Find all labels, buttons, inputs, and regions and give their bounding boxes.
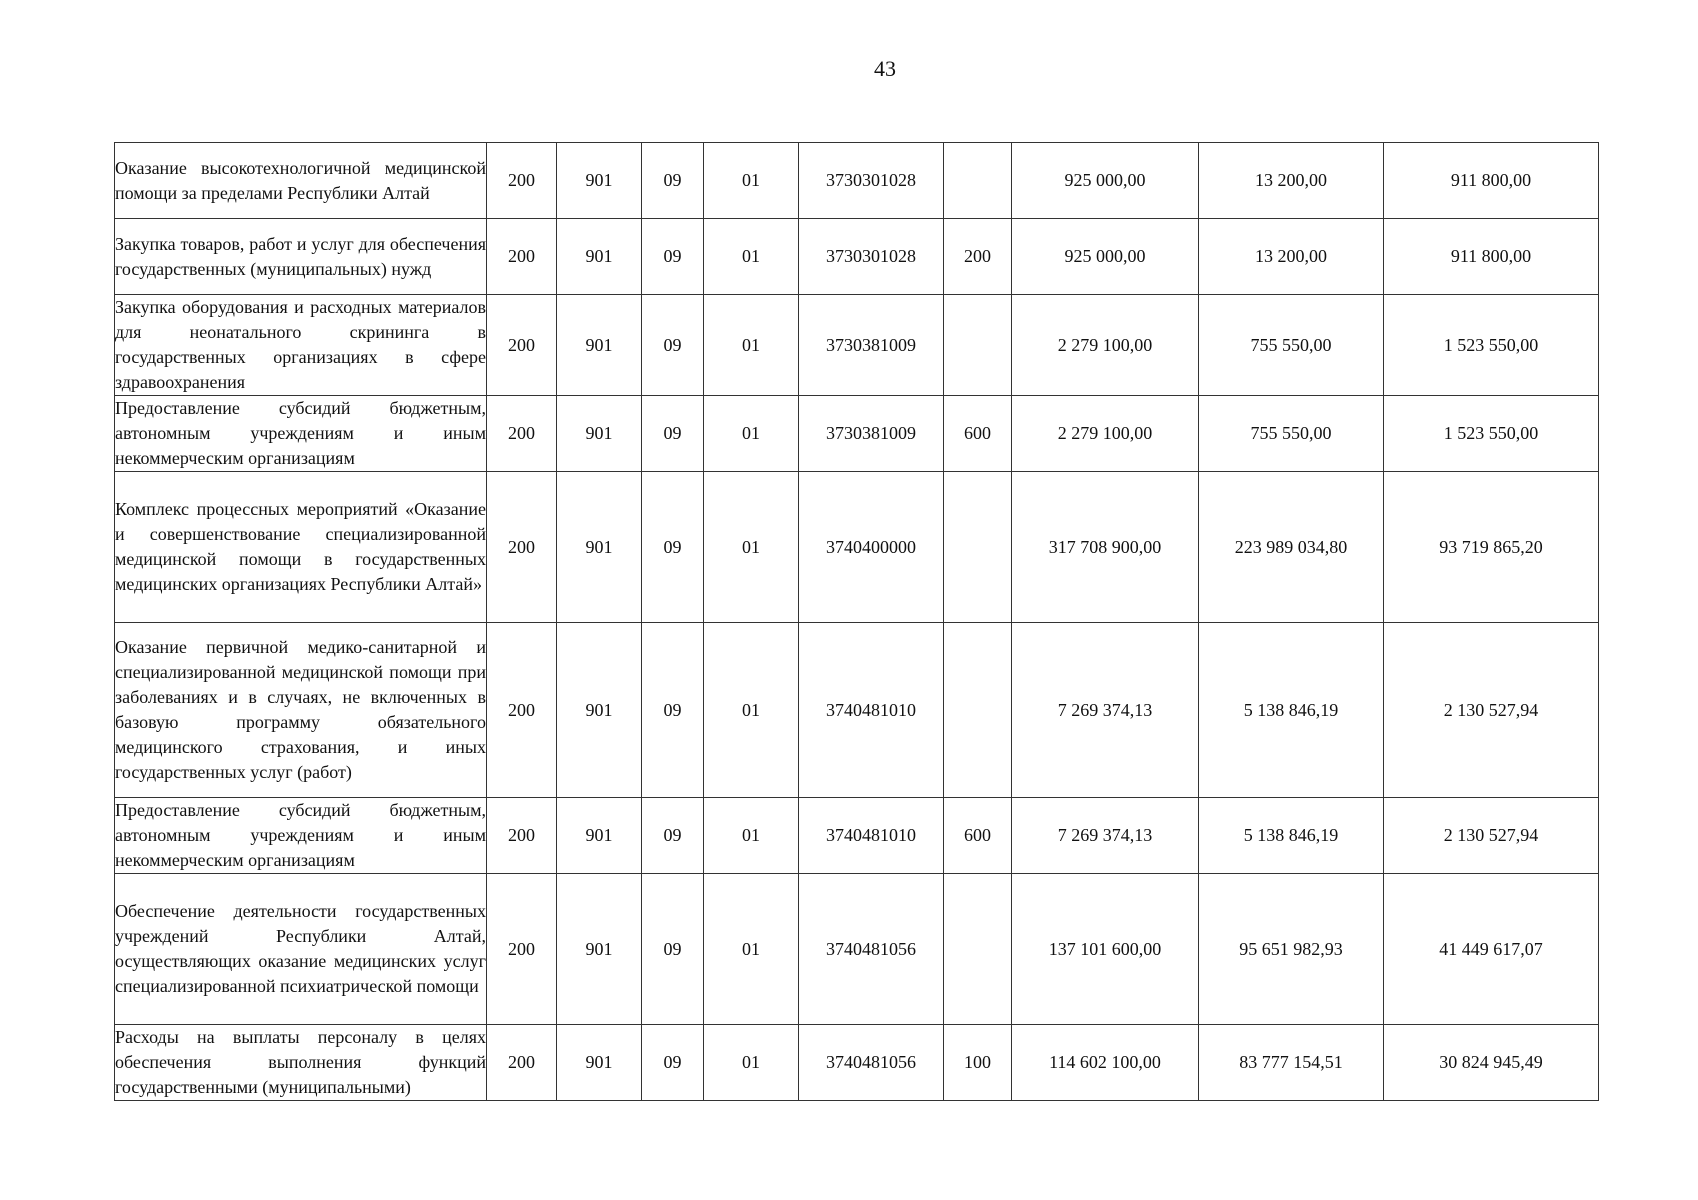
cell-gr: 200 (487, 143, 557, 219)
cell-executed-amount: 83 777 154,51 (1199, 1025, 1384, 1101)
table-row (115, 295, 1599, 396)
row-description: Обеспечение деятельности государственных учреждений Республики Алтай, осуществляющих оказание медицинских услуг специализированной психиатрической помощи (115, 874, 487, 1025)
page-number: 43 (874, 56, 896, 81)
cell-ved: 901 (557, 143, 642, 219)
cell-plan-amount: 317 708 900,00 (1012, 472, 1199, 623)
table-row (115, 143, 1599, 219)
cell-csr: 3730381009 (799, 396, 944, 472)
cell-ved: 901 (557, 396, 642, 472)
cell-remaining-amount: 2 130 527,94 (1384, 623, 1599, 798)
cell-gr: 200 (487, 798, 557, 874)
cell-rz: 09 (642, 1025, 704, 1101)
table-row (115, 623, 1599, 798)
cell-plan-amount: 7 269 374,13 (1012, 798, 1199, 874)
cell-vr: 600 (944, 396, 1012, 472)
cell-gr: 200 (487, 219, 557, 295)
cell-remaining-amount: 93 719 865,20 (1384, 472, 1599, 623)
row-description: Предоставление субсидий бюджетным, автономным учреждениям и иным некоммерческим организациям (115, 798, 487, 874)
cell-pr: 01 (704, 874, 799, 1025)
cell-executed-amount: 95 651 982,93 (1199, 874, 1384, 1025)
cell-pr: 01 (704, 219, 799, 295)
table-body (115, 143, 1599, 1101)
cell-executed-amount: 755 550,00 (1199, 396, 1384, 472)
cell-remaining-amount: 30 824 945,49 (1384, 1025, 1599, 1101)
cell-executed-amount: 13 200,00 (1199, 143, 1384, 219)
row-description: Расходы на выплаты персоналу в целях обеспечения выполнения функций государственными (муниципальными) (115, 1025, 487, 1101)
cell-csr: 3740400000 (799, 472, 944, 623)
cell-csr: 3730301028 (799, 143, 944, 219)
cell-gr: 200 (487, 472, 557, 623)
cell-remaining-amount: 911 800,00 (1384, 143, 1599, 219)
budget-table (114, 142, 1599, 1101)
table-row (115, 396, 1599, 472)
cell-csr: 3740481056 (799, 874, 944, 1025)
cell-rz: 09 (642, 396, 704, 472)
cell-vr (944, 295, 1012, 396)
cell-plan-amount: 925 000,00 (1012, 219, 1199, 295)
row-description: Оказание первичной медико-санитарной и специализированной медицинской помощи при заболеваниях и в случаях, не включенных в базовую программу обязательного медицинского страхования, и иных государственных услуг (работ) (115, 623, 487, 798)
cell-gr: 200 (487, 295, 557, 396)
cell-csr: 3730381009 (799, 295, 944, 396)
cell-rz: 09 (642, 874, 704, 1025)
row-description: Закупка оборудования и расходных материалов для неонатального скрининга в государственных организациях в сфере здравоохранения (115, 295, 487, 396)
cell-csr: 3740481010 (799, 798, 944, 874)
cell-csr: 3740481010 (799, 623, 944, 798)
cell-ved: 901 (557, 798, 642, 874)
cell-pr: 01 (704, 623, 799, 798)
row-description: Комплекс процессных мероприятий «Оказание и совершенствование специализированной медицинской помощи в государственных медицинских организациях Республики Алтай» (115, 472, 487, 623)
table-row (115, 1025, 1599, 1101)
cell-vr (944, 472, 1012, 623)
cell-vr: 100 (944, 1025, 1012, 1101)
cell-pr: 01 (704, 295, 799, 396)
cell-plan-amount: 2 279 100,00 (1012, 396, 1199, 472)
cell-vr (944, 623, 1012, 798)
cell-remaining-amount: 2 130 527,94 (1384, 798, 1599, 874)
cell-rz: 09 (642, 472, 704, 623)
table-row (115, 798, 1599, 874)
cell-vr (944, 143, 1012, 219)
cell-executed-amount: 5 138 846,19 (1199, 623, 1384, 798)
cell-remaining-amount: 1 523 550,00 (1384, 396, 1599, 472)
cell-executed-amount: 5 138 846,19 (1199, 798, 1384, 874)
cell-pr: 01 (704, 1025, 799, 1101)
row-description: Оказание высокотехнологичной медицинской помощи за пределами Республики Алтай (115, 143, 487, 219)
cell-executed-amount: 223 989 034,80 (1199, 472, 1384, 623)
cell-gr: 200 (487, 1025, 557, 1101)
cell-remaining-amount: 911 800,00 (1384, 219, 1599, 295)
cell-pr: 01 (704, 798, 799, 874)
cell-rz: 09 (642, 143, 704, 219)
cell-plan-amount: 114 602 100,00 (1012, 1025, 1199, 1101)
cell-vr: 600 (944, 798, 1012, 874)
cell-vr (944, 874, 1012, 1025)
cell-plan-amount: 7 269 374,13 (1012, 623, 1199, 798)
cell-vr: 200 (944, 219, 1012, 295)
cell-pr: 01 (704, 396, 799, 472)
cell-ved: 901 (557, 219, 642, 295)
cell-ved: 901 (557, 472, 642, 623)
row-description: Закупка товаров, работ и услуг для обеспечения государственных (муниципальных) нужд (115, 219, 487, 295)
cell-pr: 01 (704, 472, 799, 623)
cell-rz: 09 (642, 623, 704, 798)
cell-ved: 901 (557, 874, 642, 1025)
table-row (115, 219, 1599, 295)
cell-csr: 3740481056 (799, 1025, 944, 1101)
cell-rz: 09 (642, 295, 704, 396)
cell-ved: 901 (557, 295, 642, 396)
cell-gr: 200 (487, 874, 557, 1025)
table-row (115, 874, 1599, 1025)
table-row (115, 472, 1599, 623)
cell-plan-amount: 137 101 600,00 (1012, 874, 1199, 1025)
cell-plan-amount: 2 279 100,00 (1012, 295, 1199, 396)
cell-remaining-amount: 1 523 550,00 (1384, 295, 1599, 396)
cell-gr: 200 (487, 396, 557, 472)
row-description: Предоставление субсидий бюджетным, автономным учреждениям и иным некоммерческим организациям (115, 396, 487, 472)
cell-pr: 01 (704, 143, 799, 219)
cell-csr: 3730301028 (799, 219, 944, 295)
cell-executed-amount: 755 550,00 (1199, 295, 1384, 396)
cell-rz: 09 (642, 219, 704, 295)
cell-ved: 901 (557, 623, 642, 798)
cell-rz: 09 (642, 798, 704, 874)
cell-remaining-amount: 41 449 617,07 (1384, 874, 1599, 1025)
cell-ved: 901 (557, 1025, 642, 1101)
cell-plan-amount: 925 000,00 (1012, 143, 1199, 219)
cell-executed-amount: 13 200,00 (1199, 219, 1384, 295)
cell-gr: 200 (487, 623, 557, 798)
